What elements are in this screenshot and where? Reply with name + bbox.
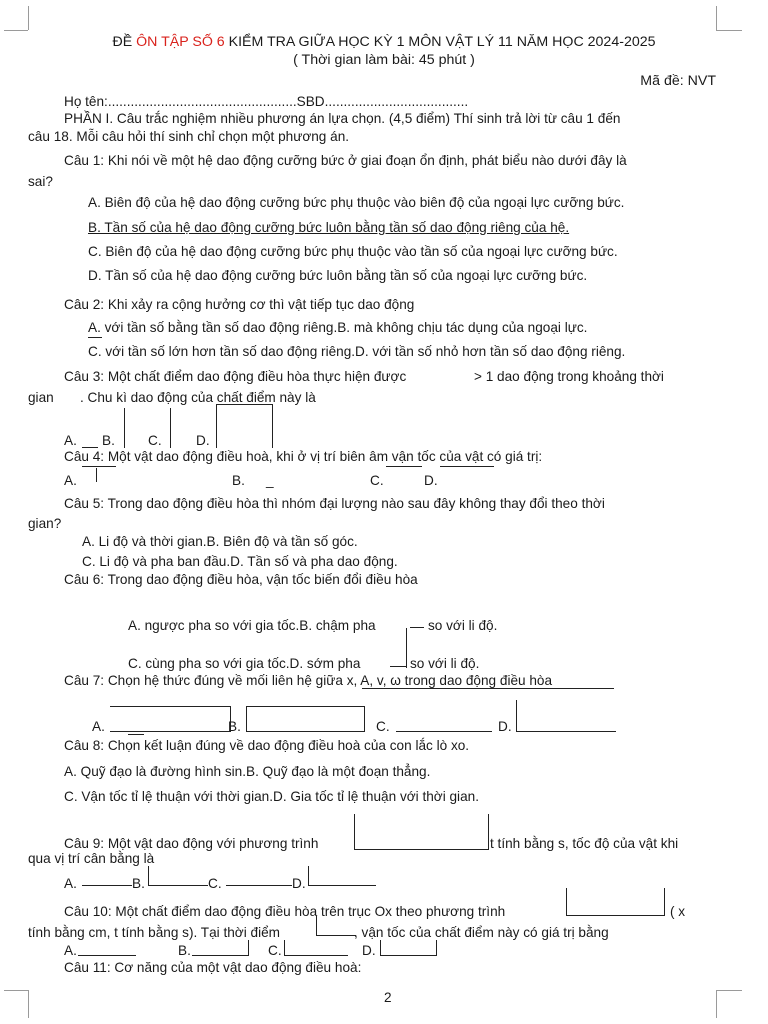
q10-formula-right [664, 888, 665, 916]
q10-stem-line2b: , vận tốc của chất điểm này có giá trị bằng [354, 925, 609, 940]
q10-option-c: C. [268, 943, 282, 958]
q1-option-a: A. Biên độ của hệ dao động cưỡng bức phụ thuộc vào biên độ của ngoại lực cưỡng bức. [88, 195, 625, 210]
exam-duration: ( Thời gian làm bài: 45 phút ) [293, 52, 475, 68]
crop-mark-bottom-left-v [28, 990, 29, 1018]
q9-formula-c-base [226, 885, 292, 886]
q6-options-ab-left: A. ngược pha so với gia tốc.B. chậm pha [128, 618, 376, 633]
q3-stem-line1b: > 1 dao động trong khoảng thời [474, 369, 664, 384]
q10-formula-b-right [248, 940, 249, 956]
q4-option-a: A. [64, 473, 77, 488]
q2-options-cd: C. với tần số lớn hơn tần số dao động riêng.D. với tần số nhỏ hơn tần số dao động riêng. [88, 344, 626, 359]
q4-formula-bar-3 [440, 466, 494, 467]
student-info-line: Họ tên:..................................................SBD...................................... [64, 94, 469, 109]
q6-formula-d-base [390, 666, 406, 667]
q5-stem-line2: gian? [28, 516, 62, 531]
q10-option-d: D. [362, 943, 376, 958]
q10-formula-d-base [380, 955, 436, 956]
q7-option-a: A. [92, 719, 105, 734]
exam-code: Mã đề: NVT [640, 73, 716, 89]
q1-option-d: D. Tần số của hệ dao động cưỡng bức luôn bằng tần số của ngoại lực cưỡng bức. [88, 268, 588, 283]
q1-stem-line1: Câu 1: Khi nói về một hệ dao động cưỡng bức ở giai đoạn ổn định, phát biểu nào dưới đây là [64, 153, 627, 168]
q5-options-ab: A. Li độ và thời gian.B. Biên độ và tần số góc. [82, 534, 358, 549]
q7-formula-b-left [246, 706, 247, 732]
crop-mark-bottom-right-v [716, 990, 717, 1018]
q9-formula-a-base [82, 885, 132, 886]
q7-formula-c-base [396, 731, 492, 732]
crop-mark-bottom-left-h [4, 990, 28, 991]
q3-formula-a-bar [82, 447, 98, 448]
q8-stem-overline [128, 734, 144, 735]
q10-formula-left [566, 888, 567, 916]
q9-option-c: C. [208, 876, 222, 891]
q9-option-b: B. [132, 876, 145, 891]
q2-answer-underline [88, 337, 102, 338]
q6-options-cd-right: so với li độ. [410, 656, 480, 671]
q1-option-c: C. Biên độ của hệ dao động cưỡng bức phụ thuộc vào tần số của ngoại lực cưỡng bức. [88, 244, 618, 259]
q10-formula-d-left [380, 940, 381, 956]
q10-formula-c-left [284, 940, 285, 956]
q2-options-ab: A. với tần số bằng tần số dao động riêng.B. mà không chịu tác dụng của ngoại lực. [88, 320, 588, 335]
q2-stem: Câu 2: Khi xảy ra cộng hưởng cơ thì vật tiếp tục dao động [64, 297, 415, 312]
q8-options-ab: A. Quỹ đạo là đường hình sin.B. Quỹ đạo là một đoạn thẳng. [64, 764, 431, 779]
exam-title-highlight: ÔN TẬP SỐ 6 [136, 34, 225, 50]
crop-mark-top-right-v [716, 6, 717, 30]
q9-option-a: A. [64, 876, 77, 891]
q4-option-d: D. [424, 473, 438, 488]
q3-option-d: D. [196, 433, 210, 448]
q3-option-c: C. [148, 433, 162, 448]
crop-mark-top-right-h [716, 30, 742, 31]
q7-formula-b-top [246, 706, 364, 707]
q10-stem-line1b: ( x [670, 904, 686, 919]
q3-option-a: A. [64, 433, 77, 448]
q10-option-a: A. [64, 943, 77, 958]
q3-formula-c-bar [170, 408, 171, 448]
q9-stem-line2: qua vị trí cân bằng là [28, 851, 155, 866]
crop-mark-top-left-h [4, 30, 28, 31]
q3-formula-b-bar [124, 408, 125, 448]
q9-option-d: D. [292, 876, 306, 891]
q3-formula-d-top [216, 404, 272, 405]
q9-formula-base [354, 849, 488, 850]
q10-option-b: B. [178, 943, 191, 958]
q7-formula-a-top [110, 706, 230, 707]
crop-mark-bottom-right-h [716, 990, 742, 991]
q9-formula-b-left [148, 866, 149, 886]
exam-title: ĐỀ ÔN TẬP SỐ 6 KIỂM TRA GIỮA HỌC KỲ 1 MÔN VẬT LÝ 11 NĂM HỌC 2024-2025 [112, 34, 656, 50]
q7-formula-a-base [110, 731, 230, 732]
q7-formula-d-base [516, 731, 616, 732]
q10-time-left [316, 916, 317, 936]
q7-stem-overline [362, 688, 614, 689]
q3-stem-line2a: gian [28, 390, 54, 405]
q7-option-c: C. [376, 719, 390, 734]
q8-options-cd: C. Vận tốc tỉ lệ thuận với thời gian.D. Gia tốc tỉ lệ thuận với thời gian. [64, 789, 479, 804]
crop-mark-top-left-v [28, 6, 29, 30]
q3-stem-line1a: Câu 3: Một chất điểm dao động điều hòa thực hiện được [64, 369, 407, 384]
q7-option-d: D. [498, 719, 512, 734]
page-number: 2 [384, 990, 392, 1005]
part1-instruction-line2: câu 18. Mỗi câu hỏi thí sinh chỉ chọn một phương án. [28, 129, 350, 144]
q10-formula-c-base [284, 955, 348, 956]
q6-stem: Câu 6: Trong dao động điều hòa, vận tốc biến đổi điều hòa [64, 572, 418, 587]
q6-formula-b-bar [410, 627, 424, 628]
q3-stem-line2b: . Chu kì dao động của chất điểm này là [80, 390, 316, 405]
q10-formula-base [566, 915, 664, 916]
q7-stem: Câu 7: Chọn hệ thức đúng về mối liên hệ giữa x, A, v, ω trong dao động điều hòa [64, 673, 553, 688]
q10-time-base [316, 935, 356, 936]
q4-stem: Câu 4: Một vật dao động điều hoà, khi ở vị trí biên âm vận tốc của vật có giá trị: [64, 449, 543, 464]
q1-option-b: B. Tần số của hệ dao động cưỡng bức luôn bằng tần số dao động riêng của hệ. [88, 220, 570, 235]
q9-formula-b-base [148, 885, 208, 886]
q4-formula-bar-1 [82, 466, 116, 467]
q7-formula-b-right [364, 706, 365, 732]
q10-formula-d-right [436, 940, 437, 956]
q9-stem-line1a: Câu 9: Một vật dao động với phương trình [64, 836, 319, 851]
q11-stem: Câu 11: Cơ năng của một vật dao động điều hoà: [64, 960, 362, 975]
q7-formula-d-left [516, 700, 517, 732]
q6-formula-d-bar [406, 628, 407, 668]
q9-formula-d-base [308, 885, 376, 886]
q8-stem: Câu 8: Chọn kết luận đúng về dao động điều hoà của con lắc lò xo. [64, 738, 470, 753]
q3-formula-d-left [216, 404, 217, 448]
q9-formula-right [488, 814, 489, 850]
q7-formula-b-base [246, 731, 364, 732]
q1-stem-line2: sai? [28, 174, 53, 189]
q4-formula-a-bar [96, 468, 97, 482]
q5-stem-line1: Câu 5: Trong dao động điều hòa thì nhóm đại lượng nào sau đây không thay đổi theo thời [64, 496, 605, 511]
q9-stem-line1b: t tính bằng s, tốc độ của vật khi [490, 836, 679, 851]
q3-option-b: B. [102, 433, 115, 448]
part1-instruction-line1: PHẦN I. Câu trắc nghiệm nhiều phương án lựa chọn. (4,5 điểm) Thí sinh trả lời từ câu 1 đến [64, 111, 621, 126]
q10-formula-b-base [192, 955, 248, 956]
q4-option-b-extra: _ [266, 473, 274, 488]
q9-formula-d-left [308, 866, 309, 886]
q10-stem-line1a: Câu 10: Một chất điểm dao động điều hòa trên trục Ox theo phương trình [64, 904, 506, 919]
q4-option-c: C. [370, 473, 384, 488]
q6-options-ab-right: so với li độ. [428, 618, 498, 633]
q10-formula-a-base [78, 955, 136, 956]
q6-options-cd-left: C. cùng pha so với gia tốc.D. sớm pha [128, 656, 361, 671]
q4-formula-bar-2 [386, 466, 422, 467]
q9-formula-left [354, 814, 355, 850]
q3-formula-d-right [272, 404, 273, 448]
q10-stem-line2a: tính bằng cm, t tính bằng s). Tại thời điểm [28, 925, 280, 940]
q5-options-cd: C. Li độ và pha ban đầu.D. Tần số và pha dao động. [82, 554, 398, 569]
q7-option-b: B. [228, 719, 241, 734]
q4-option-b: B. [232, 473, 245, 488]
